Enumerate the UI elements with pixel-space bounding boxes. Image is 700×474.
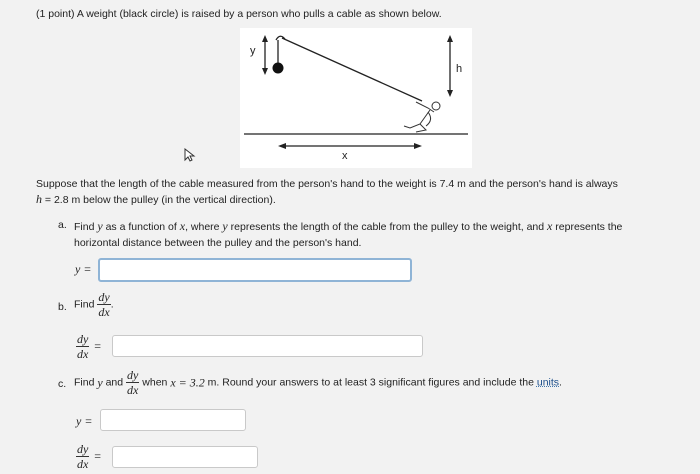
part-b-question: Find $\frac{dy}{dx}$ . xyxy=(74,290,114,319)
pulley-cable xyxy=(282,38,422,101)
problem-header: (1 point) A weight (black circle) is raised by a person who pulls a cable as shown below. xyxy=(36,8,442,20)
mouse-cursor-icon xyxy=(184,148,196,165)
part-a-question: Find y as a function of x, where y represents the length of the cable from the pulley to the weight, and x represents the horizontal distance between the pulley and the person's hand. xyxy=(74,219,623,249)
part-a-answer-input[interactable] xyxy=(98,258,412,282)
part-b-derivative: $\frac{dy}{dx}$ xyxy=(98,290,110,319)
figure-label-x: x xyxy=(342,150,348,162)
part-b-answer-label: $\frac{dy}{dx}$ = xyxy=(77,332,102,361)
intro-h-var: h xyxy=(36,192,42,206)
intro-h-eq: = 2.8 m below the pulley (in the vertical direction). xyxy=(42,194,276,206)
h-arrow-icon xyxy=(447,35,453,97)
weight-circle xyxy=(273,63,284,74)
figure-label-h: h xyxy=(456,63,463,75)
x-arrow-icon xyxy=(278,143,422,149)
part-c-letter: c. xyxy=(58,378,67,390)
intro-paragraph xyxy=(36,177,676,208)
part-c-derivative-label: $\frac{dy}{dx}$ = xyxy=(77,442,102,471)
y-arrow-icon xyxy=(262,35,268,75)
part-b-answer-input[interactable] xyxy=(112,335,423,357)
person-icon xyxy=(404,102,440,132)
part-c-y-label: y = xyxy=(76,414,93,428)
problem-figure xyxy=(240,28,472,168)
part-b-letter: b. xyxy=(58,301,67,313)
intro-line1: Suppose that the length of the cable measured from the person's hand to the weight is 7.4 m and the person's hand is always xyxy=(36,178,618,190)
part-c-question: Find y and $\frac{dy}{dx}$ when x = 3.2 m. Round your answers to at least 3 significant figures and include the units. xyxy=(74,368,562,397)
part-a-letter: a. xyxy=(58,219,67,231)
pulley-diagram xyxy=(240,28,472,168)
figure-label-y: y xyxy=(250,45,256,57)
part-c-derivative-input[interactable] xyxy=(112,446,258,468)
part-a-answer-label: y = xyxy=(75,262,92,276)
units-help-link[interactable]: units xyxy=(536,376,560,389)
part-c-derivative: $\frac{dy}{dx}$ xyxy=(127,368,139,397)
part-c-y-input[interactable] xyxy=(100,409,246,431)
